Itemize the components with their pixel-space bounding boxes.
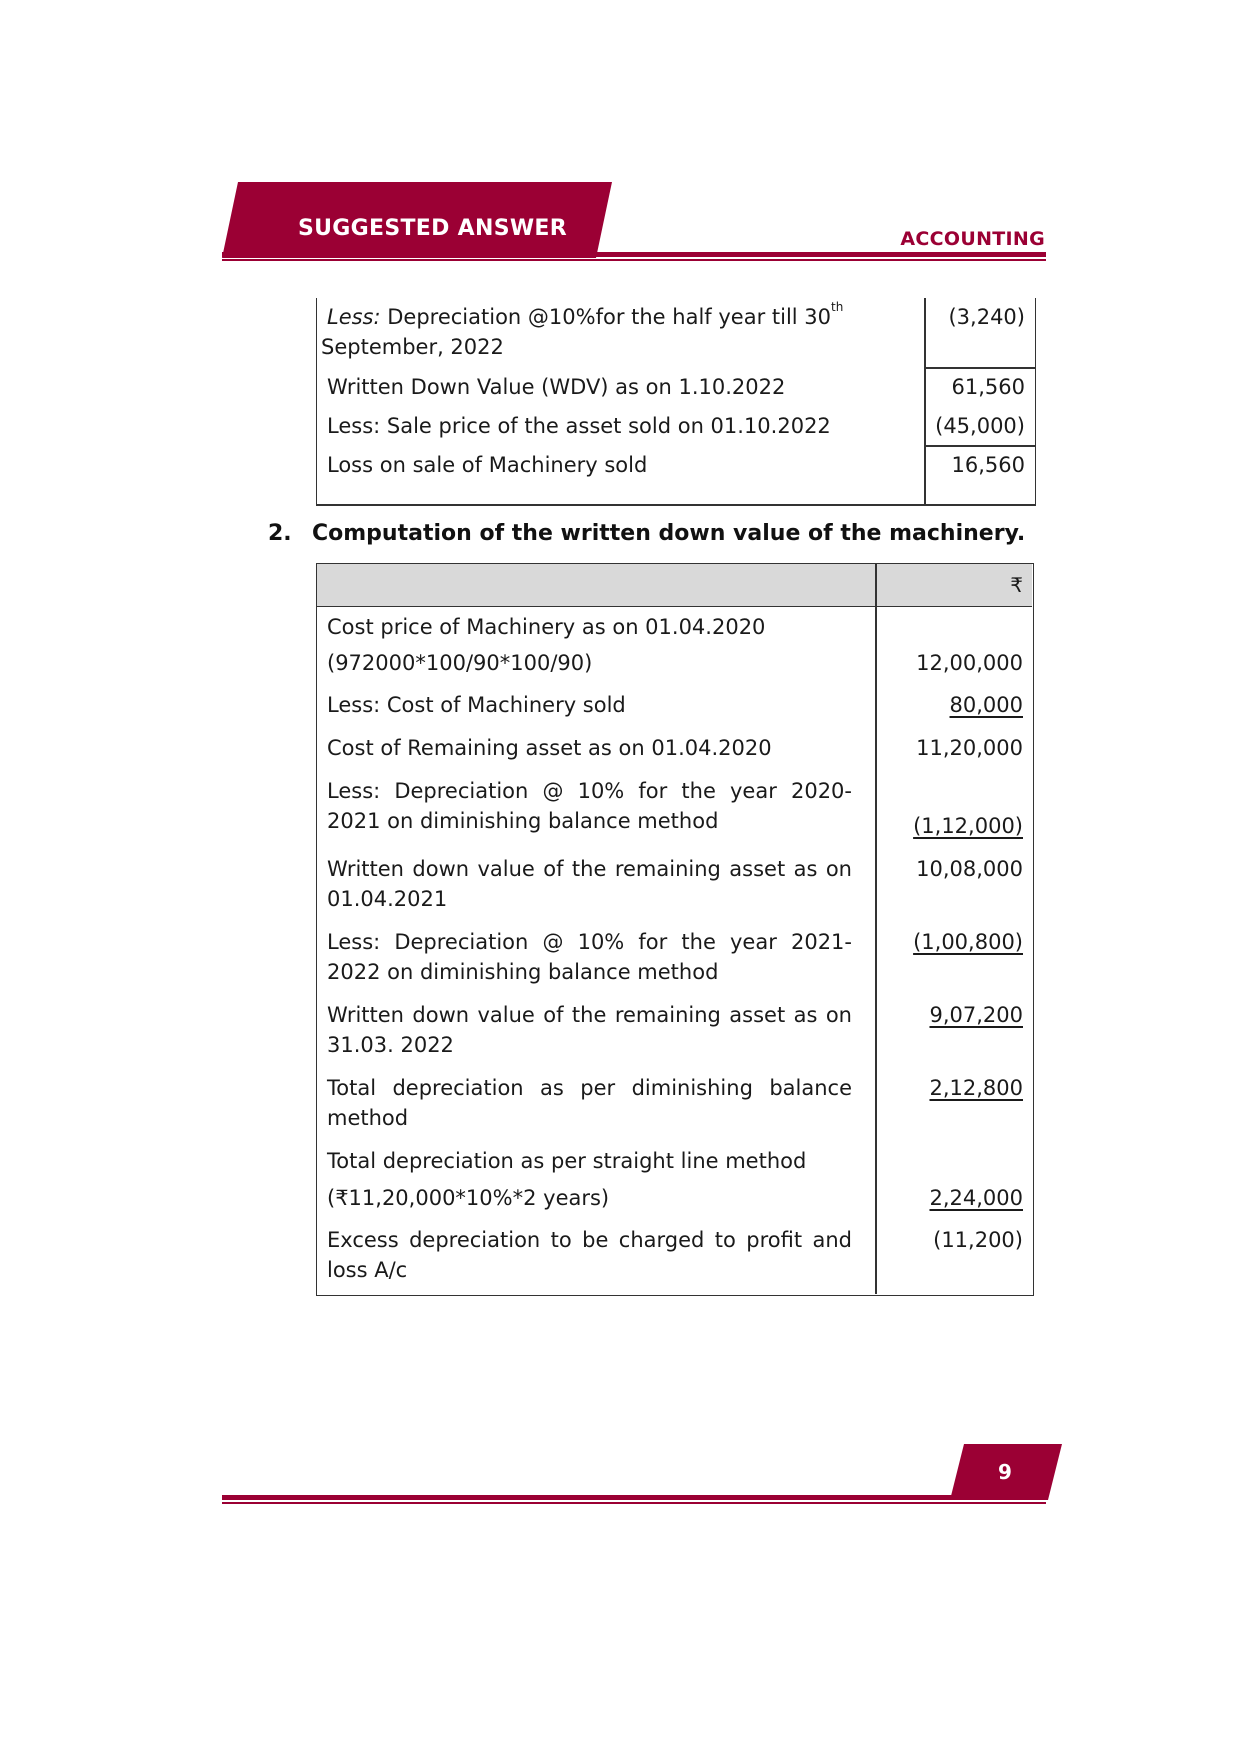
row-description: [317, 612, 862, 642]
row-description: Total depreciation as per straight line method: [327, 1149, 807, 1173]
column-divider: [875, 564, 877, 1294]
table-row: [317, 372, 1035, 410]
page-number: 9: [998, 1460, 1012, 1484]
section-heading: [268, 521, 1025, 546]
amount-rule: [924, 367, 1035, 369]
row-description: Cost of Remaining asset as on 01.04.2020: [327, 736, 772, 760]
header-rule-thin: [222, 259, 1046, 261]
row-amount: 12,00,000: [916, 651, 1023, 675]
footer-rule-thin: [222, 1502, 1046, 1504]
row-amount: (1,12,000): [913, 814, 1023, 838]
table-row: [317, 450, 1035, 488]
desc-text: Cost price of Machinery as on 01.04.2020: [327, 615, 766, 639]
row-amount: (45,000): [935, 414, 1025, 438]
row-description: [317, 302, 924, 362]
row-description: Less: Cost of Machinery sold: [327, 693, 626, 717]
row-amount: 16,560: [951, 453, 1025, 477]
subject-label: ACCOUNTING: [900, 228, 1045, 250]
row-amount: (11,200): [933, 1228, 1023, 1252]
row-description: Written Down Value (WDV) as on 1.10.2022: [327, 375, 786, 399]
row-description: Less: Depreciation @ 10% for the year 2020-2021 on diminishing balance method: [327, 779, 852, 833]
table-row: [317, 411, 1035, 449]
row-amount: (1,00,800): [913, 930, 1023, 954]
table-header-row: [317, 564, 1032, 607]
row-description: Total depreciation as per diminishing balance method: [327, 1076, 852, 1130]
loss-on-sale-table: [316, 298, 1036, 506]
header-rule: [222, 252, 1046, 257]
row-amount: 9,07,200: [929, 1003, 1023, 1027]
section-title: Computation of the written down value of the machinery.: [312, 521, 1026, 546]
row-amount: 11,20,000: [916, 736, 1023, 760]
row-amount: 10,08,000: [916, 857, 1023, 881]
row-description: Less: Depreciation @ 10% for the year 2021-2022 on diminishing balance method: [327, 930, 852, 984]
table-bottom-rule: [316, 504, 1036, 506]
desc-text: Depreciation @10%for the half year till 30: [380, 305, 832, 329]
header-title: SUGGESTED ANSWER: [298, 216, 567, 241]
amount-rule: [924, 445, 1035, 447]
row-description: Loss on sale of Machinery sold: [327, 453, 648, 477]
footer-rule: [222, 1495, 1046, 1500]
row-amount: (3,240): [948, 305, 1025, 329]
desc-cont: September, 2022: [321, 335, 504, 359]
row-amount: 2,24,000: [929, 1186, 1023, 1210]
ordinal-sup: th: [831, 300, 844, 314]
table-row: [317, 298, 1035, 368]
row-amount: 61,560: [951, 375, 1025, 399]
row-description-cont: (₹11,20,000*10%*2 years): [327, 1186, 610, 1210]
row-description: Excess depreciation to be charged to profit and loss A/c: [327, 1228, 852, 1282]
wdv-table: [316, 563, 1034, 1296]
row-description: Written down value of the remaining asset as on 01.04.2021: [327, 857, 852, 911]
section-number: 2.: [268, 521, 292, 546]
currency-header: ₹: [1010, 573, 1023, 597]
row-description: Written down value of the remaining asset as on 31.03. 2022: [327, 1003, 852, 1057]
row-amount: 80,000: [949, 693, 1023, 717]
row-description: Less: Sale price of the asset sold on 01.10.2022: [327, 414, 831, 438]
less-label: Less:: [327, 305, 381, 329]
row-description-cont: (972000*100/90*100/90): [327, 651, 593, 675]
row-amount: 2,12,800: [929, 1076, 1023, 1100]
